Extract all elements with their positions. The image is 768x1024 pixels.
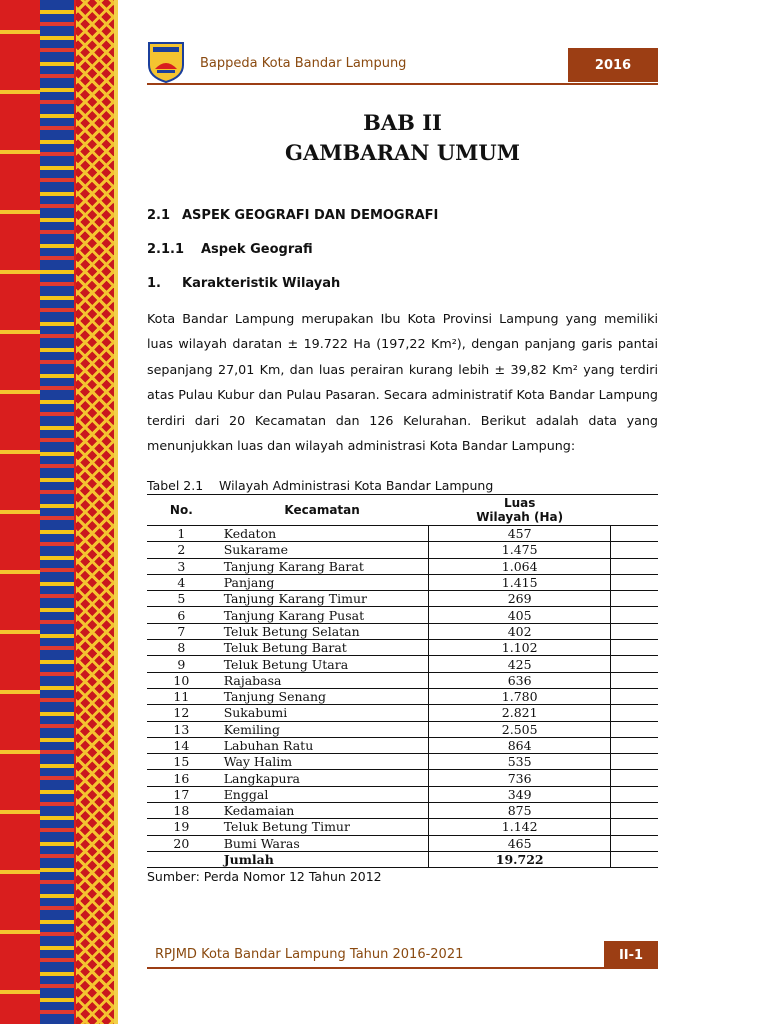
row-number: 8 (177, 640, 186, 656)
table-row (147, 835, 658, 851)
row-blank (611, 688, 658, 704)
row-blank (611, 835, 658, 851)
row-area: 2.821 (429, 705, 611, 721)
row-kecamatan: Way Halim (223, 754, 293, 770)
body-paragraph: Kota Bandar Lampung merupakan Ibu Kota Provinsi Lampung yang memiliki luas wilayah daratan ± 19.722 Ha (197,22 Km²), dengan panjang garis pantai sepanjang 27,01 Km, dan luas perairan kurang lebih ± 39,82 Km² yang terdiri atas Pulau Kubur dan Pulau Pasaran. Secara administratif Kota Bandar Lampung terdiri dari 20 Kecamatan dan 126 Kelurahan. Berikut adalah data yang menunjukkan luas dan wilayah administrasi Kota Bandar Lampung: (147, 311, 658, 454)
table-row (147, 574, 658, 590)
row-blank (611, 623, 658, 639)
table-row (147, 542, 658, 558)
table-row (147, 754, 658, 770)
row-area: 1.102 (429, 640, 611, 656)
row-number: 15 (173, 754, 190, 770)
row-number: 18 (173, 803, 190, 819)
header-divider (147, 83, 658, 85)
table-total-row (147, 851, 658, 867)
footer-divider (147, 967, 604, 969)
city-emblem-icon (147, 39, 185, 83)
header-luas-line1: Luas (503, 496, 536, 510)
table-row (147, 591, 658, 607)
item-heading (147, 276, 340, 291)
table-row (147, 526, 658, 542)
row-kecamatan: Labuhan Ratu (223, 738, 314, 753)
table-row (147, 623, 658, 639)
table-header-row (147, 495, 658, 526)
table-caption-title: Wilayah Administrasi Kota Bandar Lampung (219, 478, 494, 493)
row-kecamatan: Teluk Betung Timur (223, 819, 350, 835)
row-blank (611, 705, 658, 721)
row-kecamatan: Enggal (223, 786, 269, 802)
row-area: 465 (429, 835, 611, 851)
table-caption-number: Tabel 2.1 (147, 478, 204, 493)
row-kecamatan: Teluk Betung Barat (223, 640, 347, 656)
table-row (147, 721, 658, 737)
row-kecamatan: Teluk Betung Selatan (223, 623, 360, 639)
table-row (147, 607, 658, 623)
row-kecamatan: Tanjung Senang (223, 689, 327, 705)
total-number (147, 851, 216, 867)
row-blank (611, 542, 658, 558)
row-blank (611, 607, 658, 623)
row-blank (611, 803, 658, 819)
row-blank (611, 558, 658, 574)
table-row (147, 656, 658, 672)
border-band-edge (114, 0, 118, 1024)
row-number: 19 (173, 819, 190, 835)
row-kecamatan: Tanjung Karang Timur (223, 591, 367, 607)
row-kecamatan: Sukabumi (223, 705, 288, 721)
row-number: 11 (173, 689, 190, 705)
row-kecamatan: Rajabasa (223, 672, 282, 688)
table-row (147, 737, 658, 753)
subsection-heading (147, 242, 313, 257)
row-number: 17 (173, 786, 190, 802)
row-area: 1.142 (429, 819, 611, 835)
total-value: 19.722 (429, 851, 611, 867)
table-row (147, 705, 658, 721)
decorative-border (0, 0, 118, 1024)
row-area: 402 (429, 623, 611, 639)
row-blank (611, 672, 658, 688)
row-blank (611, 574, 658, 590)
row-blank (611, 721, 658, 737)
border-band-gold (76, 0, 114, 1024)
row-number: 13 (173, 721, 190, 737)
row-area: 535 (429, 754, 611, 770)
row-number: 14 (173, 738, 190, 753)
row-area: 864 (429, 737, 611, 753)
row-kecamatan: Kedamaian (223, 803, 295, 819)
total-label: Jumlah (223, 852, 274, 868)
row-number: 20 (173, 835, 190, 851)
row-kecamatan: Langkapura (223, 770, 300, 786)
subsection-title: Aspek Geografi (201, 242, 313, 257)
section-title: ASPEK GEOGRAFI DAN DEMOGRAFI (182, 208, 439, 223)
row-number: 6 (177, 607, 186, 623)
row-blank (611, 786, 658, 802)
row-number: 12 (173, 705, 190, 721)
row-area: 457 (429, 526, 611, 542)
row-area: 2.505 (429, 721, 611, 737)
header-year-badge: 2016 (568, 48, 658, 82)
row-area: 349 (429, 786, 611, 802)
row-number: 4 (177, 575, 186, 591)
row-number: 5 (177, 591, 186, 607)
header-blank (611, 495, 658, 526)
page-number-badge: II-1 (604, 941, 658, 969)
row-area: 425 (429, 656, 611, 672)
row-number: 3 (177, 558, 186, 574)
footer-title: RPJMD Kota Bandar Lampung Tahun 2016-2021 (155, 947, 464, 962)
row-area: 1.064 (429, 558, 611, 574)
row-blank (611, 754, 658, 770)
row-kecamatan: Kedaton (223, 526, 277, 542)
border-band-blue (40, 0, 74, 1024)
row-number: 16 (173, 770, 190, 786)
row-kecamatan: Bumi Waras (223, 835, 300, 851)
header-organization: Bappeda Kota Bandar Lampung (200, 56, 407, 71)
chapter-title: GAMBARAN UMUM (285, 140, 520, 165)
chapter-number: BAB II (363, 110, 442, 135)
table-row (147, 770, 658, 786)
header-no: No. (169, 503, 193, 517)
section-number: 2.1 (147, 208, 171, 223)
row-blank (611, 656, 658, 672)
total-blank (611, 851, 658, 867)
table-row (147, 786, 658, 802)
table-row (147, 803, 658, 819)
row-kecamatan: Tanjung Karang Barat (223, 558, 364, 574)
row-area: 1.415 (429, 574, 611, 590)
row-area: 875 (429, 803, 611, 819)
table-caption (147, 478, 493, 493)
table-row (147, 819, 658, 835)
row-kecamatan: Tanjung Karang Pusat (223, 607, 365, 623)
item-number: 1. (147, 276, 161, 291)
row-number: 7 (177, 623, 186, 639)
row-area: 1.780 (429, 688, 611, 704)
row-blank (611, 770, 658, 786)
row-blank (611, 737, 658, 753)
admin-area-table (147, 494, 658, 868)
section-heading (147, 208, 438, 223)
row-area: 269 (429, 591, 611, 607)
item-title: Karakteristik Wilayah (182, 276, 341, 291)
header-kecamatan: Kecamatan (284, 503, 360, 517)
row-number: 9 (177, 656, 186, 672)
header-luas-line2: Wilayah (Ha) (476, 510, 564, 524)
row-kecamatan: Kemiling (223, 721, 280, 737)
row-blank (611, 819, 658, 835)
border-band-red (0, 0, 40, 1024)
row-number: 1 (177, 526, 186, 542)
row-number: 2 (177, 542, 186, 558)
table-row (147, 688, 658, 704)
header-luas (429, 495, 611, 526)
row-area: 636 (429, 672, 611, 688)
table-row (147, 672, 658, 688)
row-blank (611, 591, 658, 607)
table-source: Sumber: Perda Nomor 12 Tahun 2012 (147, 869, 382, 884)
row-area: 1.475 (429, 542, 611, 558)
row-area: 736 (429, 770, 611, 786)
table-row (147, 558, 658, 574)
subsection-number: 2.1.1 (147, 242, 185, 257)
row-kecamatan: Panjang (223, 575, 275, 591)
row-blank (611, 526, 658, 542)
row-kecamatan: Sukarame (223, 542, 289, 558)
table-row (147, 640, 658, 656)
row-number: 10 (173, 672, 190, 688)
row-blank (611, 640, 658, 656)
row-kecamatan: Teluk Betung Utara (223, 656, 349, 672)
row-area: 405 (429, 607, 611, 623)
